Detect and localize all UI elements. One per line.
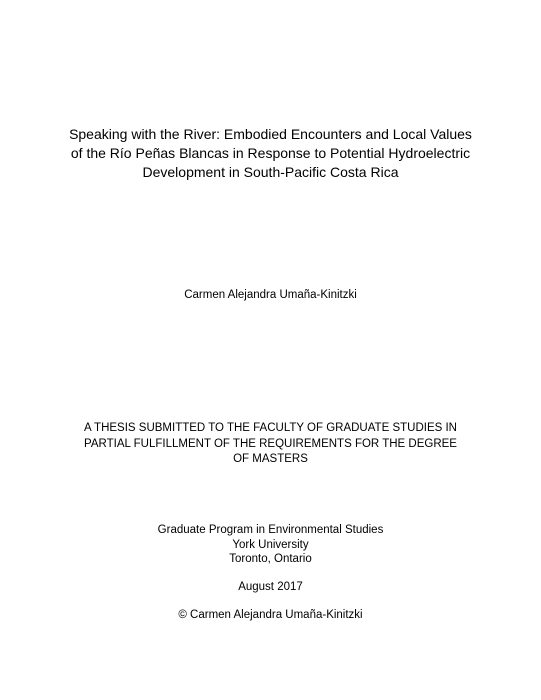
copyright-notice: © Carmen Alejandra Umaña-Kinitzki xyxy=(178,609,363,621)
thesis-title-line: of the Río Peñas Blancas in Response to Potential Hydroelectric xyxy=(70,145,471,161)
university-name: York University xyxy=(232,538,309,551)
degree-statement-line: OF MASTERS xyxy=(233,453,308,465)
institution-block xyxy=(40,523,501,567)
location: Toronto, Ontario xyxy=(229,553,312,565)
submission-date: August 2017 xyxy=(238,581,303,593)
author-name: Carmen Alejandra Umaña-Kinitzki xyxy=(184,289,357,301)
degree-statement-line: A THESIS SUBMITTED TO THE FACULTY OF GRADUATE STUDIES IN xyxy=(84,422,457,434)
degree-statement-line: PARTIAL FULFILLMENT OF THE REQUIREMENTS FOR THE DEGREE xyxy=(84,437,457,450)
program-name: Graduate Program in Environmental Studies xyxy=(157,524,384,536)
degree-statement xyxy=(40,421,501,468)
thesis-title-line: Development in South-Pacific Costa Rica xyxy=(142,164,399,180)
thesis-title-line: Speaking with the River: Embodied Encounters and Local Values xyxy=(69,126,472,142)
thesis-title xyxy=(40,125,501,182)
